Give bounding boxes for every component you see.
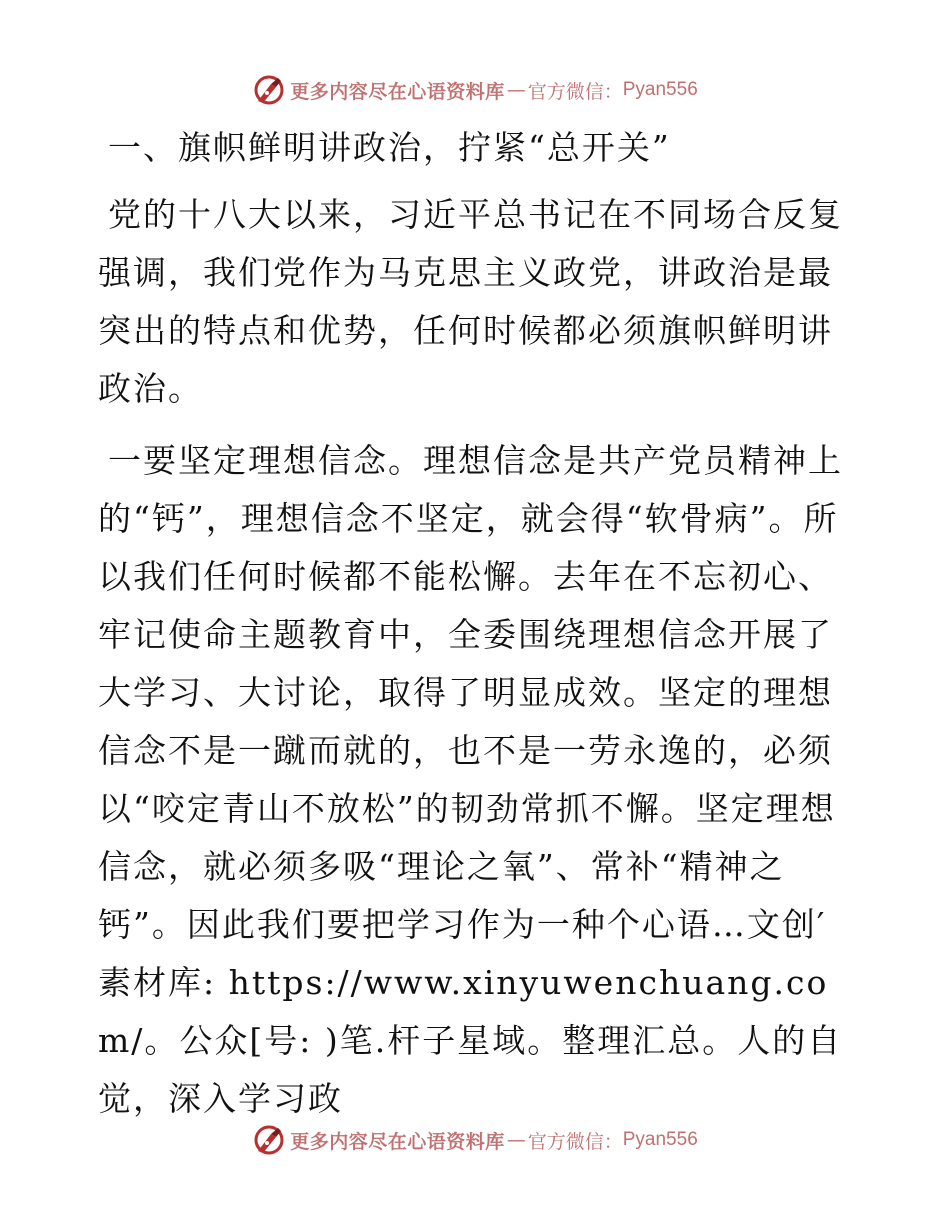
document-body bbox=[98, 118, 858, 1142]
footer-watermark-banner bbox=[0, 1120, 950, 1160]
banner-wechat-id: Pyan556 bbox=[622, 79, 698, 100]
section-heading: 一、旗帜鲜明讲政治，拧紧“总开关” bbox=[108, 128, 671, 167]
banner-main-text: 更多内容尽在心语资料库 bbox=[290, 80, 505, 103]
banner-separator: — bbox=[506, 1129, 526, 1151]
banner-wechat-id: Pyan556 bbox=[622, 1129, 698, 1150]
header-watermark-banner bbox=[0, 70, 950, 110]
paragraph-2: 一要坚定理想信念。理想信念是共产党员精神上的“钙”，理想信念不坚定，就会得“软骨病”。所以我们任何时候都不能松懈。去年在不忘初心、牢记使命主题教育中，全委围绕理想信念开展了大学习、大讨论，取得了明显成效。坚定的理想信念不是一蹴而就的，也不是一劳永逸的，必须以“咬定青山不放松”的韧劲常抓不懈。坚定理想信念，就必须多吸“理论之氧”、常补“精神之钙”。因此我们要把学习作为一种个心语…文创′素材库: https://www.xinyuwenchuang.com/。公众[号: )笔.杆子星域。整理汇总。人的自觉，深入学习政 bbox=[98, 441, 843, 1118]
paragraph-1: 党的十八大以来，习近平总书记在不同场合反复强调，我们党作为马克思主义政党，讲政治是最突出的特点和优势，任何时候都必须旗帜鲜明讲政治。 bbox=[98, 195, 843, 408]
banner-separator: — bbox=[506, 79, 526, 101]
banner-sub-text: 官方微信： bbox=[527, 1130, 623, 1153]
pen-nib-logo-icon bbox=[252, 1123, 286, 1157]
banner-main-text: 更多内容尽在心语资料库 bbox=[290, 1130, 505, 1153]
banner-sub-text: 官方微信： bbox=[527, 80, 623, 103]
pen-nib-logo-icon bbox=[252, 73, 286, 107]
